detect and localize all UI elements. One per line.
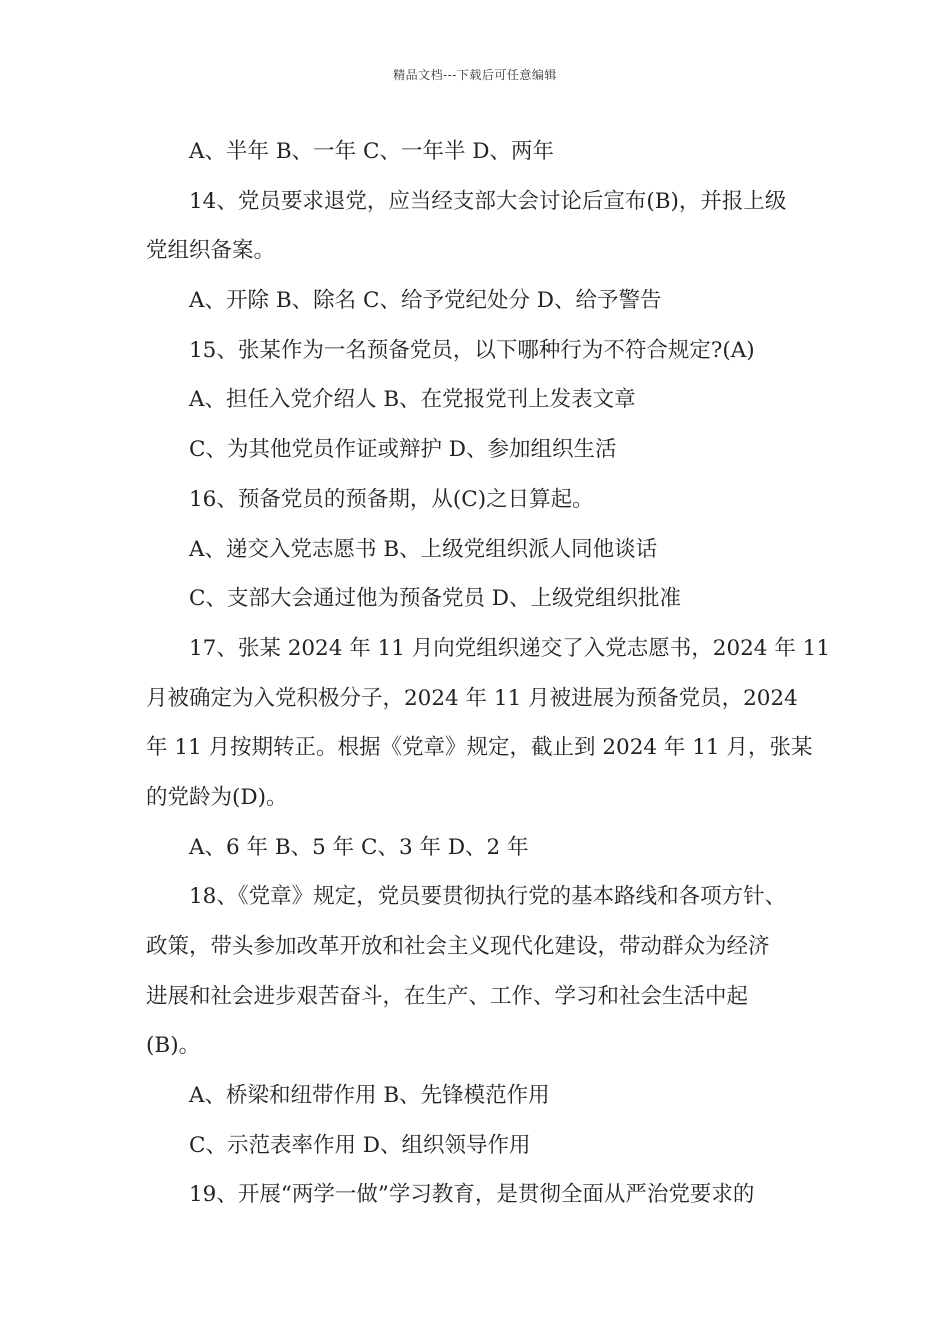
text-line: C、示范表率作用 D、组织领导作用: [189, 1132, 531, 1158]
page-header: 精品文档---下载后可任意编辑: [393, 68, 557, 82]
text-line: 政策，带头参加改革开放和社会主义现代化建设，带动群众为经济: [146, 934, 770, 959]
text-line: 18、《党章》规定，党员要贯彻执行党的基本路线和各项方针、: [189, 884, 787, 910]
text-line: 14、党员要求退党，应当经支部大会讨论后宣布(B)，并报上级: [189, 188, 787, 214]
text-line: A、桥梁和纽带作用 B、先锋模范作用: [189, 1083, 550, 1109]
text-line: 19、开展“两学一做”学习教育，是贯彻全面从严治党要求的: [189, 1182, 755, 1208]
text-line: 15、张某作为一名预备党员，以下哪种行为不符合规定?(A): [189, 337, 755, 363]
text-line: 党组织备案。: [146, 238, 276, 264]
text-line: A、递交入党志愿书 B、上级党组织派人同他谈话: [189, 536, 658, 562]
text-line: A、半年 B、一年 C、一年半 D、两年: [189, 139, 555, 164]
text-line: 17、张某 2024 年 11 月向党组织递交了入党志愿书，2024 年 11: [189, 635, 831, 661]
text-line: 进展和社会进步艰苦奋斗，在生产、工作、学习和社会生活中起: [146, 983, 749, 1009]
text-line: (B)。: [146, 1033, 201, 1059]
text-line: C、为其他党员作证或辩护 D、参加组织生活: [189, 437, 617, 463]
text-line: A、担任入党介绍人 B、在党报党刊上发表文章: [189, 387, 636, 413]
text-line: 月被确定为入党积极分子，2024 年 11 月被进展为预备党员，2024: [146, 685, 798, 711]
text-line: 的党龄为(D)。: [146, 784, 288, 810]
text-line: A、6 年 B、5 年 C、3 年 D、2 年: [189, 834, 529, 860]
document-body: [146, 127, 831, 1220]
text-line: A、开除 B、除名 C、给予党纪处分 D、给予警告: [189, 288, 662, 314]
text-line: 16、预备党员的预备期，从(C)之日算起。: [189, 486, 594, 512]
text-line: C、支部大会通过他为预备党员 D、上级党组织批准: [189, 586, 682, 612]
text-line: 年 11 月按期转正。根据《党章》规定，截止到 2024 年 11 月，张某: [146, 735, 813, 761]
